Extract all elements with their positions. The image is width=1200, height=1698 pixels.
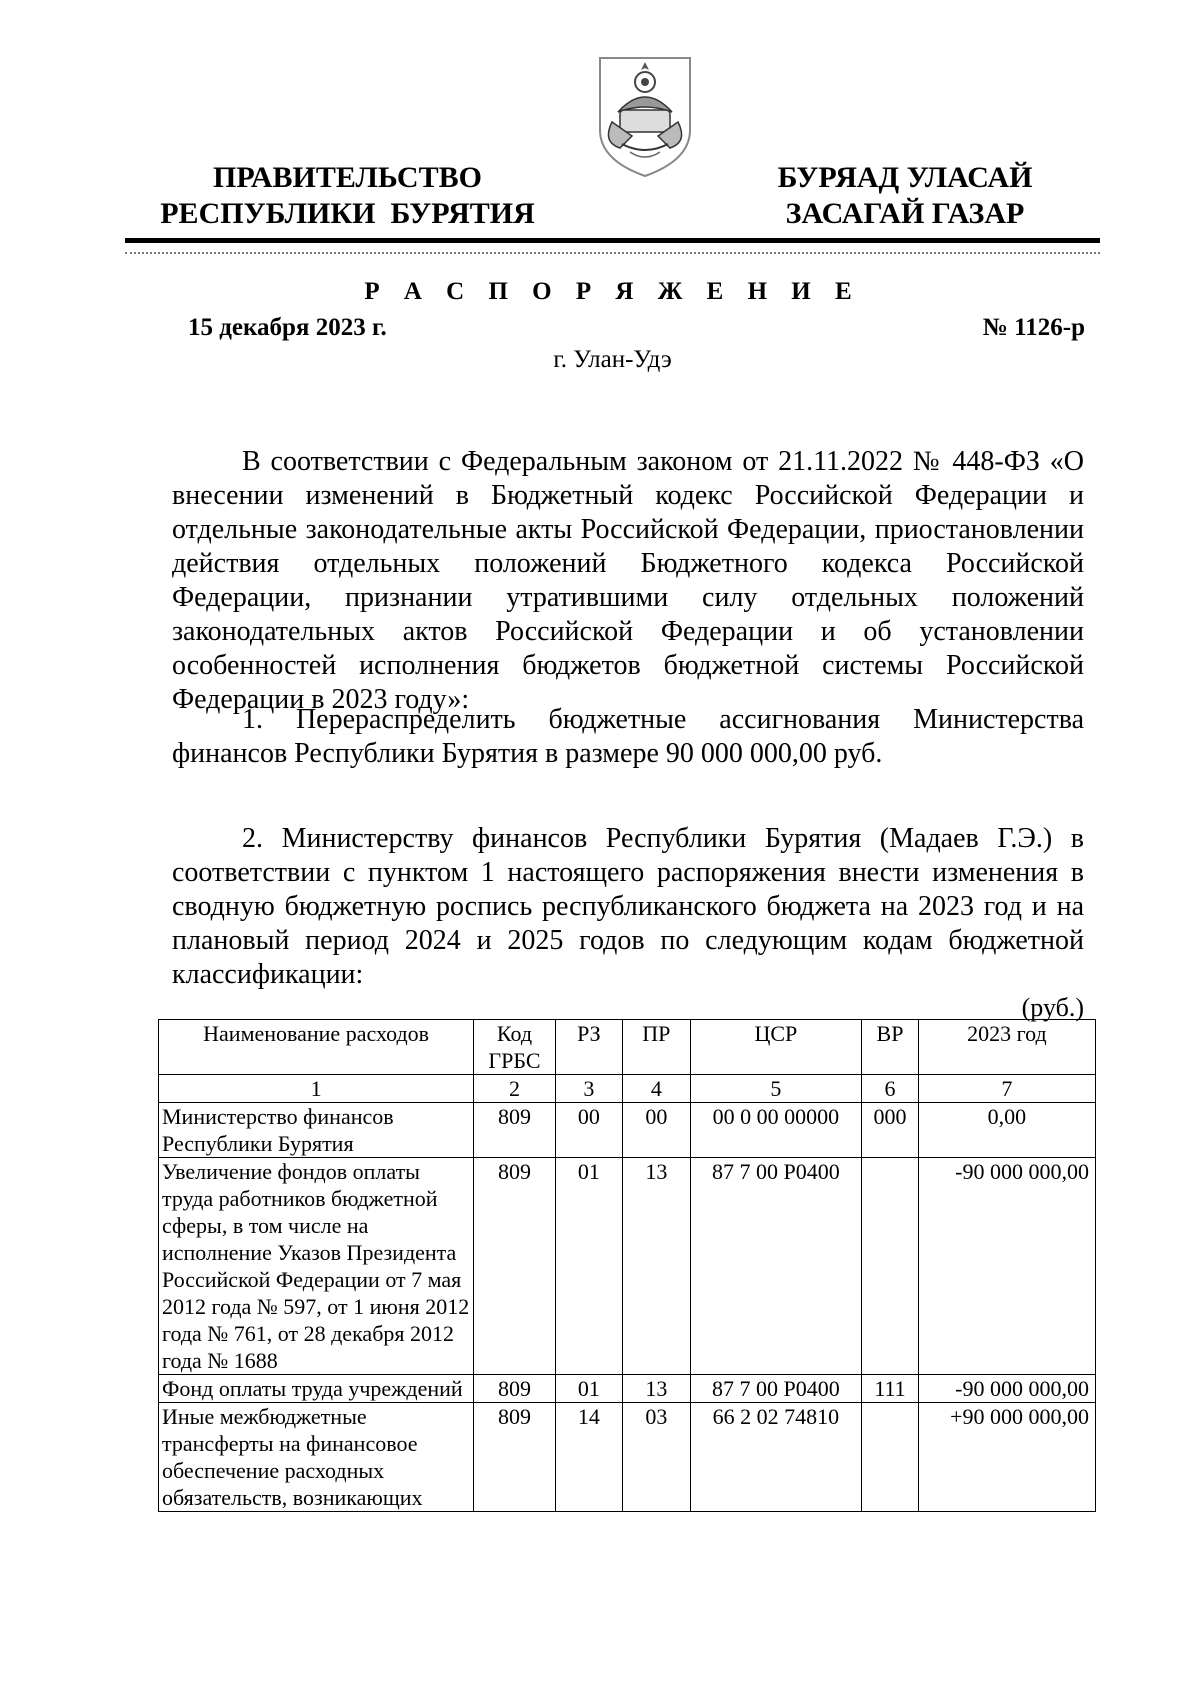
column-index: 7 bbox=[918, 1075, 1095, 1103]
pr-code: 00 bbox=[623, 1103, 690, 1158]
vr-code: 000 bbox=[862, 1103, 919, 1158]
org-name-buryat bbox=[750, 160, 1060, 232]
rz-code: 01 bbox=[555, 1158, 622, 1375]
table-row bbox=[159, 1403, 1096, 1512]
org-name-buryat-line1: БУРЯАД УЛАСАЙ bbox=[777, 161, 1033, 194]
document-number: № 1126-р bbox=[982, 314, 1085, 341]
vr-code: 111 bbox=[862, 1375, 919, 1403]
budget-table bbox=[158, 1019, 1096, 1512]
amount-2023: -90 000 000,00 bbox=[918, 1375, 1095, 1403]
column-header: ВР bbox=[862, 1020, 919, 1075]
column-header: РЗ bbox=[555, 1020, 622, 1075]
amount-2023: 0,00 bbox=[918, 1103, 1095, 1158]
org-name-buryat-line2: ЗАСАГАЙ ГАЗАР bbox=[785, 197, 1025, 230]
expense-name: Фонд оплаты труда учреждений bbox=[159, 1375, 474, 1403]
document-city: г. Улан-Удэ bbox=[553, 346, 672, 373]
preamble-paragraph bbox=[172, 445, 1084, 717]
vr-code bbox=[862, 1158, 919, 1375]
column-header: 2023 год bbox=[918, 1020, 1095, 1075]
grbs-code: 809 bbox=[474, 1375, 556, 1403]
org-name-russian-line2: РЕСПУБЛИКИ БУРЯТИЯ bbox=[160, 197, 535, 230]
item-2-paragraph bbox=[172, 822, 1084, 992]
pr-code: 13 bbox=[623, 1375, 690, 1403]
expense-name: Иные межбюджетные трансферты на финансовое обеспечение расходных обязательств, возникающих bbox=[159, 1403, 474, 1512]
grbs-code: 809 bbox=[474, 1158, 556, 1375]
table-row bbox=[159, 1103, 1096, 1158]
expense-name: Увеличение фондов оплаты труда работников бюджетной сферы, в том числе на исполнение Указов Президента Российской Федерации от 7 мая 2012 года № 597, от 1 июня 2012 года № 761, от 28 декабря 2012 года № 1688 bbox=[159, 1158, 474, 1375]
org-name-russian bbox=[155, 160, 540, 232]
org-name-russian-line1: ПРАВИТЕЛЬСТВО bbox=[213, 161, 482, 194]
coat-of-arms-icon bbox=[592, 52, 698, 180]
table-row bbox=[159, 1158, 1096, 1375]
csr-code: 87 7 00 P0400 bbox=[690, 1375, 862, 1403]
csr-code: 00 0 00 00000 bbox=[690, 1103, 862, 1158]
rz-code: 01 bbox=[555, 1375, 622, 1403]
column-index: 1 bbox=[159, 1075, 474, 1103]
column-header: Наименование расходов bbox=[159, 1020, 474, 1075]
expense-name: Министерство финансов Республики Бурятия bbox=[159, 1103, 474, 1158]
column-index: 3 bbox=[555, 1075, 622, 1103]
item-1-paragraph bbox=[172, 703, 1084, 771]
document-type-title: Р А С П О Р Я Ж Е Н И Е bbox=[364, 278, 861, 305]
column-header: ПР bbox=[623, 1020, 690, 1075]
pr-code: 03 bbox=[623, 1403, 690, 1512]
csr-code: 66 2 02 74810 bbox=[690, 1403, 862, 1512]
column-header: Код ГРБС bbox=[474, 1020, 556, 1075]
column-index: 6 bbox=[862, 1075, 919, 1103]
rz-code: 14 bbox=[555, 1403, 622, 1512]
document-date: 15 декабря 2023 г. bbox=[188, 314, 387, 341]
column-index: 2 bbox=[474, 1075, 556, 1103]
item-2-text: 2. Министерству финансов Республики Бурятия (Мадаев Г.Э.) в соответствии с пунктом 1 настоящего распоряжения внести изменения в сводную бюджетную роспись республиканского бюджета на 2023 год и на плановый период 2024 и 2025 годов по следующим кодам бюджетной классификации: bbox=[172, 823, 1084, 990]
csr-code: 87 7 00 P0400 bbox=[690, 1158, 862, 1375]
item-1-text: 1. Перераспределить бюджетные ассигнования Министерства финансов Республики Бурятия в размере 90 000 000,00 руб. bbox=[172, 704, 1084, 769]
rz-code: 00 bbox=[555, 1103, 622, 1158]
column-index-row bbox=[159, 1075, 1096, 1103]
amount-2023: -90 000 000,00 bbox=[918, 1158, 1095, 1375]
column-header: ЦСР bbox=[690, 1020, 862, 1075]
header-divider-thin bbox=[125, 252, 1100, 254]
amount-2023: +90 000 000,00 bbox=[918, 1403, 1095, 1512]
table-header-row bbox=[159, 1020, 1096, 1075]
units-label: (руб.) bbox=[1021, 993, 1084, 1022]
column-index: 5 bbox=[690, 1075, 862, 1103]
header-divider-thick bbox=[125, 238, 1100, 243]
pr-code: 13 bbox=[623, 1158, 690, 1375]
table-row bbox=[159, 1375, 1096, 1403]
column-index: 4 bbox=[623, 1075, 690, 1103]
grbs-code: 809 bbox=[474, 1403, 556, 1512]
grbs-code: 809 bbox=[474, 1103, 556, 1158]
preamble-text: В соответствии с Федеральным законом от 21.11.2022 № 448-ФЗ «О внесении изменений в Бюджетный кодекс Российской Федерации и отдельные законодательные акты Российской Федерации, приостановлении действия отдельных положений Бюджетного кодекса Российской Федерации, признании утратившими силу отдельных положений законодательных актов Российской Федерации и об установлении особенностей исполнения бюджетов бюджетной системы Российской Федерации в 2023 году»: bbox=[172, 446, 1084, 715]
vr-code bbox=[862, 1403, 919, 1512]
